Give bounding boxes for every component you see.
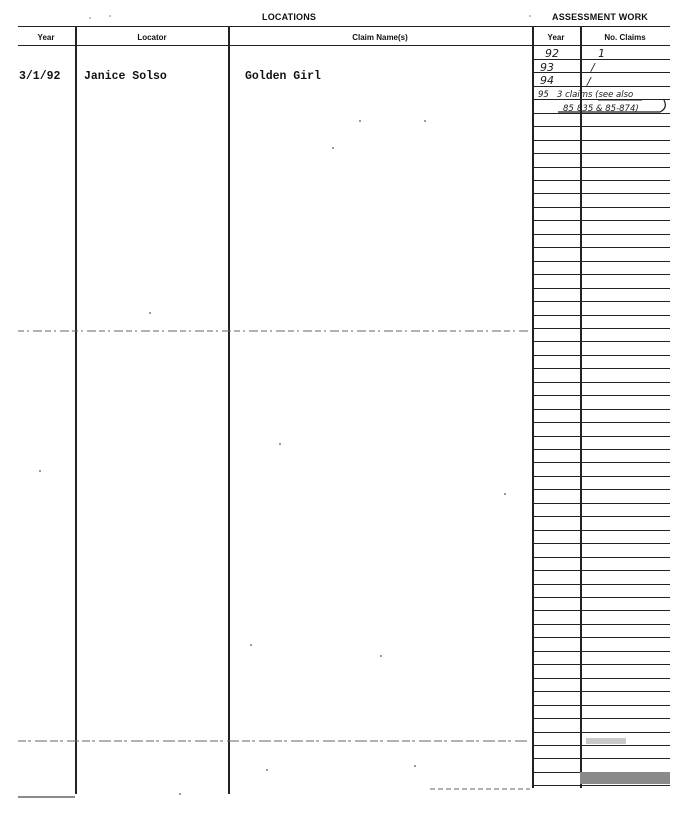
smudge-mark	[580, 772, 670, 784]
assessment-claims-entry: 1	[598, 47, 605, 60]
assessment-claims-entry: 3 claims (see also	[557, 90, 634, 100]
assessment-year-entry: 94	[540, 74, 554, 87]
speck	[359, 120, 361, 122]
assessment-claims-entry: 835 & 85-874)	[577, 104, 639, 114]
assessment-claims-entry: /	[587, 75, 591, 88]
location-year: 3/1/92	[19, 70, 61, 83]
speck	[424, 120, 426, 122]
speck	[529, 15, 531, 17]
locator-column-header: Locator	[137, 33, 167, 42]
speck	[109, 15, 111, 17]
speck	[332, 147, 334, 149]
assessment-claims-entry: /	[591, 61, 595, 74]
speck	[39, 470, 41, 472]
speck	[149, 312, 151, 314]
assessment-work-header: ASSESSMENT WORK	[552, 12, 649, 22]
location-locator: Janice Solso	[84, 70, 167, 83]
assessment-year-entry: 95	[538, 90, 549, 100]
assessment-year-entry: 93	[540, 61, 554, 74]
claim-names-column-header: Claim Name(s)	[352, 33, 408, 42]
locations-header: LOCATIONS	[262, 12, 317, 22]
assessment-year-entry: 92	[545, 47, 559, 60]
no-claims-column-header: No. Claims	[604, 33, 646, 42]
speck	[179, 793, 181, 795]
speck	[414, 765, 416, 767]
speck	[504, 493, 506, 495]
speck	[279, 443, 281, 445]
speck	[266, 769, 268, 771]
assessment-year-entry: 85	[563, 104, 574, 114]
location-claim-name: Golden Girl	[245, 70, 321, 83]
speck	[380, 655, 382, 657]
speck	[89, 17, 91, 19]
year-column-header: Year	[37, 33, 55, 42]
assessment-year-column-header: Year	[547, 33, 565, 42]
speck	[250, 644, 252, 646]
smudge-mark	[586, 738, 626, 744]
